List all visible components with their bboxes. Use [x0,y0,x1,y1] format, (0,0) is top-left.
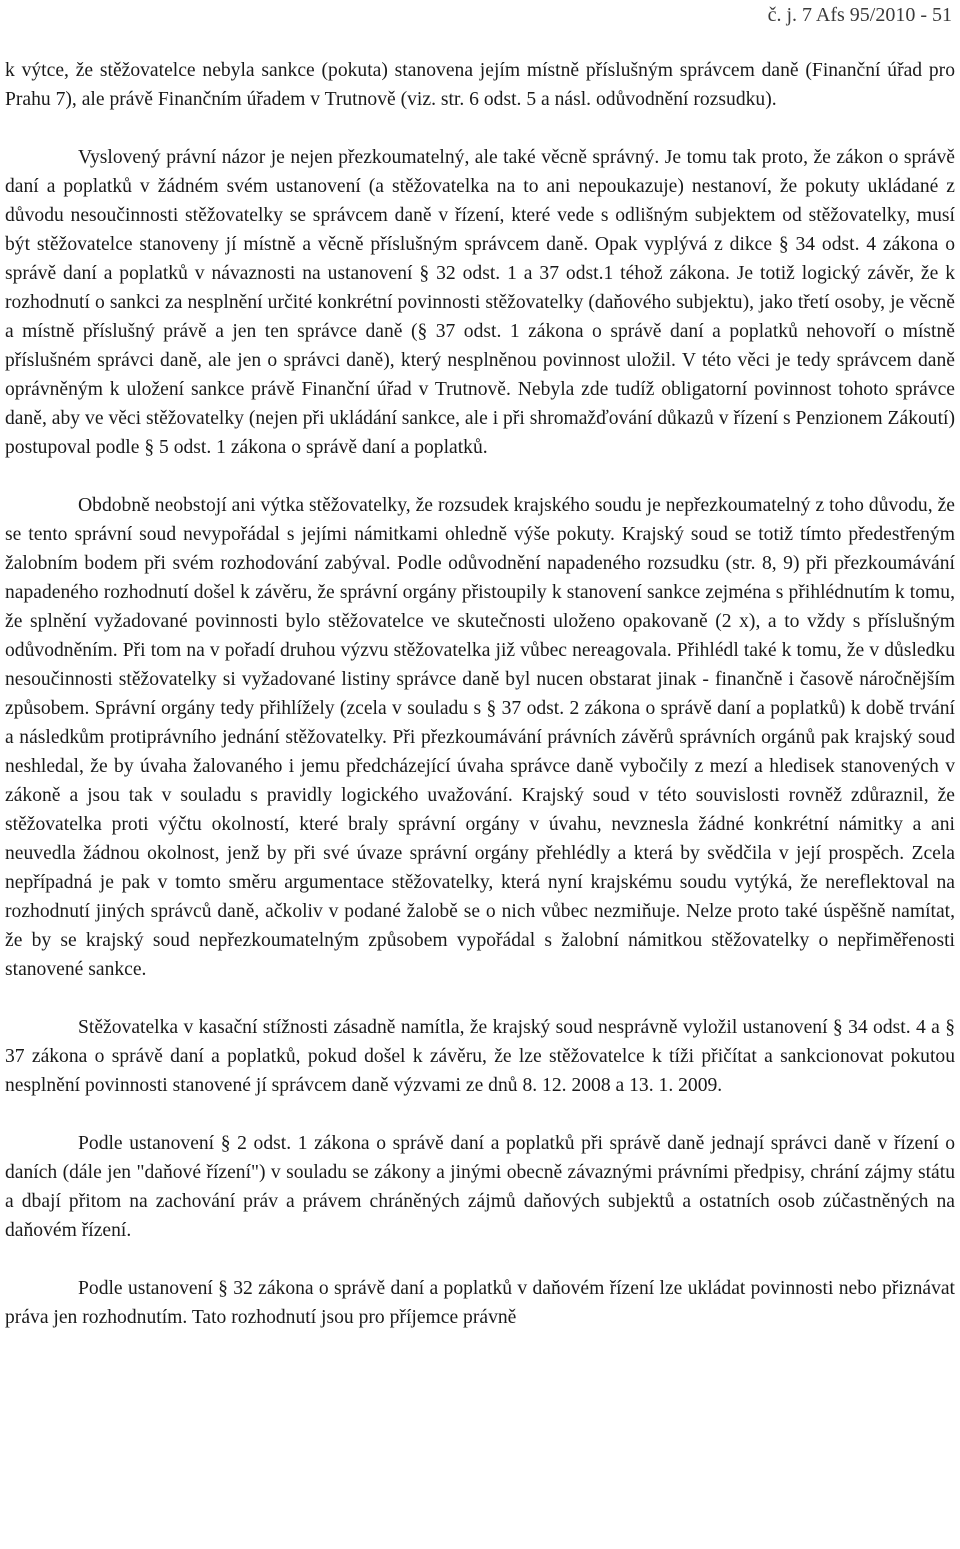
paragraph-2: Vyslovený právní názor je nejen přezkoumatelný, ale také věcně správný. Je tomu tak proto, že zákon o správě daní a poplatků v žádném svém ustanovení (a stěžovatelka na to ani nepoukazuje) nestanoví, že pokuty ukládané z důvodu nesoučinnosti stěžovatelky se správcem daně v řízení, které vede s odlišným subjektem od stěžovatelky, musí být stěžovatelce stanoveny jí místně a věcně příslušným správcem daně. Opak vyplývá z dikce § 34 odst. 4 zákona o správě daní a poplatků v návaznosti na ustanovení § 32 odst. 1 a 37 odst.1 téhož zákona. Je totiž logický závěr, že k rozhodnutí o sankci za nesplnění určité konkrétní povinnosti stěžovatelky (daňového subjektu), jako třetí osoby, je věcně a místně příslušný právě a jen ten správce daně (§ 37 odst. 1 zákona o správě daní a poplatků nehovoří o místně příslušném správci daně, ale jen o správci daně), který nesplněnou povinnost uložil. V této věci je tedy správcem daně oprávněným k uložení sankce právě Finanční úřad v Trutnově. Nebyla zde tudíž obligatorní povinnost tohoto správce daně, aby ve věci stěžovatelky (nejen při ukládání sankce, ale i při shromažďování důkazů v řízení s Penzionem Zákoutí) postupoval podle § 5 odst. 1 zákona o správě daní a poplatků. [5,147,955,458]
case-number-header: č. j. 7 Afs 95/2010 - 51 [767,4,952,26]
paragraph-6: Podle ustanovení § 32 zákona o správě daní a poplatků v daňovém řízení lze ukládat povinnosti nebo přiznávat práva jen rozhodnutím. Tato rozhodnutí jsou pro příjemce právně [5,1278,955,1328]
paragraph-4: Stěžovatelka v kasační stížnosti zásadně namítla, že krajský soud nesprávně vyložil ustanovení § 34 odst. 4 a § 37 zákona o správě daní a poplatků, pokud došel k závěru, že lze stěžovatelce k tíži přičítat a sankcionovat pokutou nesplnění povinnosti stanovené jí správcem daně výzvami ze dnů 8. 12. 2008 a 13. 1. 2009. [5,1017,955,1096]
document-body [5,56,955,1332]
paragraph-3: Obdobně neobstojí ani výtka stěžovatelky, že rozsudek krajského soudu je nepřezkoumatelný z toho důvodu, že se tento správní soud nevypořádal s jejími námitkami ohledně výše pokuty. Krajský soud se totiž tímto předestřeným žalobním bodem při svém rozhodování zabýval. Podle odůvodnění napadeného rozsudku (str. 8, 9) při přezkoumávání napadeného rozhodnutí došel k závěru, že správní orgány přistoupily k stanovení sankce zejména s přihlédnutím k tomu, že splnění vyžadované povinnosti bylo stěžovatelce ve skutečnosti uloženo opakovaně (2 x), a to vždy s příslušným odůvodněním. Při tom na v pořadí druhou výzvu stěžovatelka již vůbec nereagovala. Přihlédl také k tomu, že v důsledku nesoučinnosti stěžovatelky si vyžadované listiny správce daně byl nucen obstarat jinak - finančně i časově náročnějším způsobem. Správní orgány tedy přihlížely (zcela v souladu s § 37 odst. 2 zákona o správě daní a poplatků) k době trvání a následkům protiprávního jednání stěžovatelky. Při přezkoumávání právních závěrů správních orgánů pak krajský soud neshledal, že by úvaha žalovaného i jemu předcházející úvaha správce daně vybočily z mezí a hledisek stanovených v zákoně a jsou tak v souladu s pravidly logického uvažování. Krajský soud v této souvislosti rovněž zdůraznil, že stěžovatelka proti výčtu okolností, které braly správní orgány v úvahu, nevznesla žádné konkrétní námitky a ani neuvedla žádnou okolnost, jenž by při své úvaze správní orgány přehlédly a která by svědčila v její prospěch. Zcela nepřípadná je pak v tomto směru argumentace stěžovatelky, která nyní krajskému soudu vytýká, že nereflektoval na rozhodnutí jiných správců daně, ačkoliv v podané žalobě se o nich vůbec nezmiňuje. Nelze proto také úspěšně namítat, že by se krajský soud nepřezkoumatelným způsobem vypořádal s žalobní námitkou stěžovatelky o nepřiměřenosti stanovené sankce. [5,495,955,980]
paragraph-1: k výtce, že stěžovatelce nebyla sankce (pokuta) stanovena jejím místně příslušným správcem daně (Finanční úřad pro Prahu 7), ale právě Finančním úřadem v Trutnově (viz. str. 6 odst. 5 a násl. odůvodnění rozsudku). [5,60,955,110]
paragraph-5: Podle ustanovení § 2 odst. 1 zákona o správě daní a poplatků při správě daně jednají správci daně v řízení o daních (dále jen "daňové řízení") v souladu se zákony a jinými obecně závaznými právními předpisy, chrání zájmy státu a dbají přitom na zachování práv a právem chráněných zájmů daňových subjektů a ostatních osob zúčastněných na daňovém řízení. [5,1133,955,1241]
